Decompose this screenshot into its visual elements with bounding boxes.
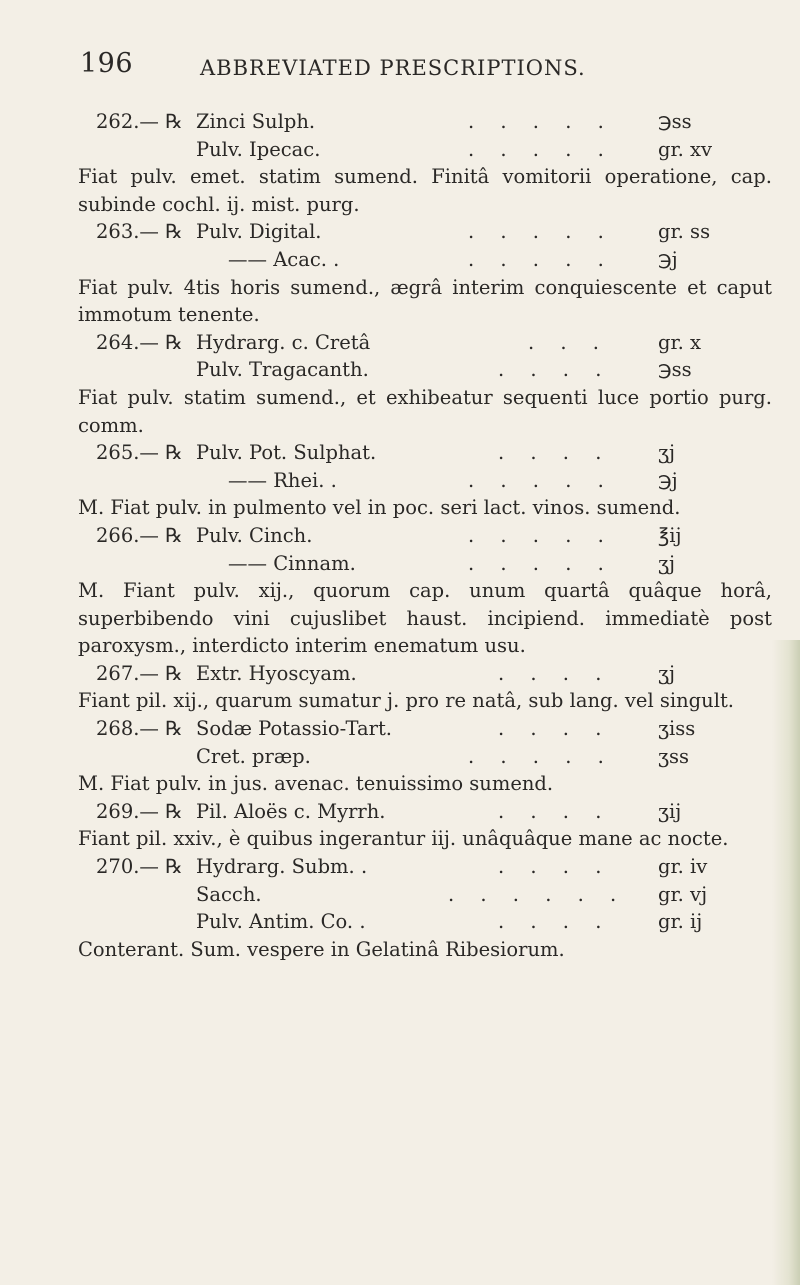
leader-dots: . . . . . . [448,882,627,906]
ingredient-name: Pulv. Digital. [196,220,322,244]
rx-267-directions: Fiant pil. xij., quarum sumatur j. pro re natâ, sub lang. vel singult. [78,689,734,713]
rx-number: 264.— ℞ [96,330,183,354]
ingredient-name: Sodæ Potassio-Tart. [196,717,392,741]
rx-270-line-1 [78,853,772,881]
ingredient-amount: gr. vj [658,882,708,906]
leader-dots: . . . . [498,855,612,879]
rx-264-line-1 [78,329,772,357]
rx-265-line-1 [78,439,772,467]
rx-number: 265.— ℞ [96,441,183,465]
leader-dots: . . . . . [468,220,614,244]
rx-269-directions: Fiant pil. xxiv., è quibus ingerantur iij. unâquâque mane ac nocte. [78,827,729,851]
ingredient-amount: ʒij [658,799,682,823]
prescriptions-body [78,108,772,963]
ingredient-amount: ℈ss [658,358,692,382]
rx-270-directions: Conterant. Sum. vespere in Gelatinâ Ribesiorum. [78,937,565,961]
ingredient-name: Zinci Sulph. [196,110,316,133]
rx-number: 267.— ℞ [96,661,183,685]
running-title: ABBREVIATED PRESCRIPTIONS. [200,56,586,80]
leader-dots: . . . . [498,799,612,823]
rx-265-line-2 [78,467,772,495]
rx-264-line-2 [78,356,772,384]
ingredient-name: —— Rhei. . [228,468,337,492]
ingredient-name: Pulv. Ipecac. [196,137,321,161]
ingredient-amount: gr. ij [658,910,703,934]
rx-264-directions: Fiat pulv. statim sumend., et exhibeatur sequenti luce portio purg. comm. [78,385,772,437]
ingredient-amount: gr. ss [658,220,711,244]
leader-dots: . . . . [498,661,612,685]
ingredient-amount: gr. xv [658,137,713,161]
ingredient-amount: gr. iv [658,855,708,879]
rx-number: 262.— ℞ [96,110,183,133]
ingredient-name: Sacch. [196,882,262,906]
rx-266-directions: M. Fiant pulv. xij., quorum cap. unum quartâ quâque horâ, superbibendo vini cujuslibet haust. incipiend. immediatè post paroxysm., interdicto interim enematum usu. [78,579,772,658]
page-header [80,48,770,88]
rx-266-line-1 [78,522,772,550]
ingredient-name: Hydrarg. c. Cretâ [196,330,371,354]
leader-dots: . . . [528,330,609,354]
leader-dots: . . . . [498,441,612,465]
leader-dots: . . . . . [468,110,614,133]
rx-number: 263.— ℞ [96,220,183,244]
rx-number: 266.— ℞ [96,523,183,547]
page-edge-stain [772,640,800,1285]
ingredient-name: Pulv. Antim. Co. . [196,910,366,934]
rx-263-directions: Fiat pulv. 4tis horis sumend., ægrâ interim conquiescente et caput immotum tenente. [78,275,772,327]
ingredient-amount: ʒj [658,551,676,575]
rx-268-line-2 [78,743,772,771]
ingredient-name: —— Cinnam. [228,551,356,575]
ingredient-name: Hydrarg. Subm. . [196,855,368,879]
ingredient-name: Pulv. Pot. Sulphat. [196,441,377,465]
ingredient-amount: ʒj [658,661,676,685]
ingredient-amount: ℥ij [658,523,682,547]
rx-262-directions: Fiat pulv. emet. statim sumend. Finitâ vomitorii operatione, cap. subinde cochl. ij. mist. purg. [78,165,772,216]
leader-dots: . . . . . [468,247,614,271]
ingredient-amount: ʒiss [658,717,696,741]
ingredient-name: Pil. Aloës c. Myrrh. [196,799,386,823]
ingredient-amount: ℈j [658,247,678,271]
ingredient-amount: ℈j [658,468,678,492]
ingredient-name: Pulv. Tragacanth. [196,358,369,382]
rx-266-line-2 [78,550,772,578]
rx-number: 269.— ℞ [96,799,183,823]
ingredient-name: Pulv. Cinch. [196,523,313,547]
rx-268-directions: M. Fiat pulv. in jus. avenac. tenuissimo sumend. [78,772,554,796]
leader-dots: . . . . . [468,551,614,575]
rx-265-directions: M. Fiat pulv. in pulmento vel in poc. seri lact. vinos. sumend. [78,496,681,520]
rx-number: 268.— ℞ [96,717,183,741]
rx-267-line-1 [78,660,772,688]
leader-dots: . . . . [498,910,612,934]
ingredient-name: —— Acac. . [228,247,340,271]
leader-dots: . . . . . [468,523,614,547]
rx-263-line-2 [78,246,772,274]
rx-262-line-2 [78,136,772,164]
ingredient-amount: ʒj [658,441,676,465]
rx-263-line-1 [78,218,772,246]
leader-dots: . . . . . [468,744,614,768]
ingredient-amount: ℈ss [658,110,692,133]
rx-270-line-3 [78,908,772,936]
rx-268-line-1 [78,715,772,743]
leader-dots: . . . . . [468,468,614,492]
ingredient-name: Cret. præp. [196,744,311,768]
page-number: 196 [80,48,134,79]
ingredient-name: Extr. Hyoscyam. [196,661,357,685]
ingredient-amount: ʒss [658,744,690,768]
rx-262-line-1 [78,108,772,136]
leader-dots: . . . . [498,358,612,382]
rx-number: 270.— ℞ [96,855,183,879]
leader-dots: . . . . [498,717,612,741]
leader-dots: . . . . . [468,137,614,161]
rx-270-line-2 [78,881,772,909]
rx-269-line-1 [78,798,772,826]
ingredient-amount: gr. x [658,330,702,354]
